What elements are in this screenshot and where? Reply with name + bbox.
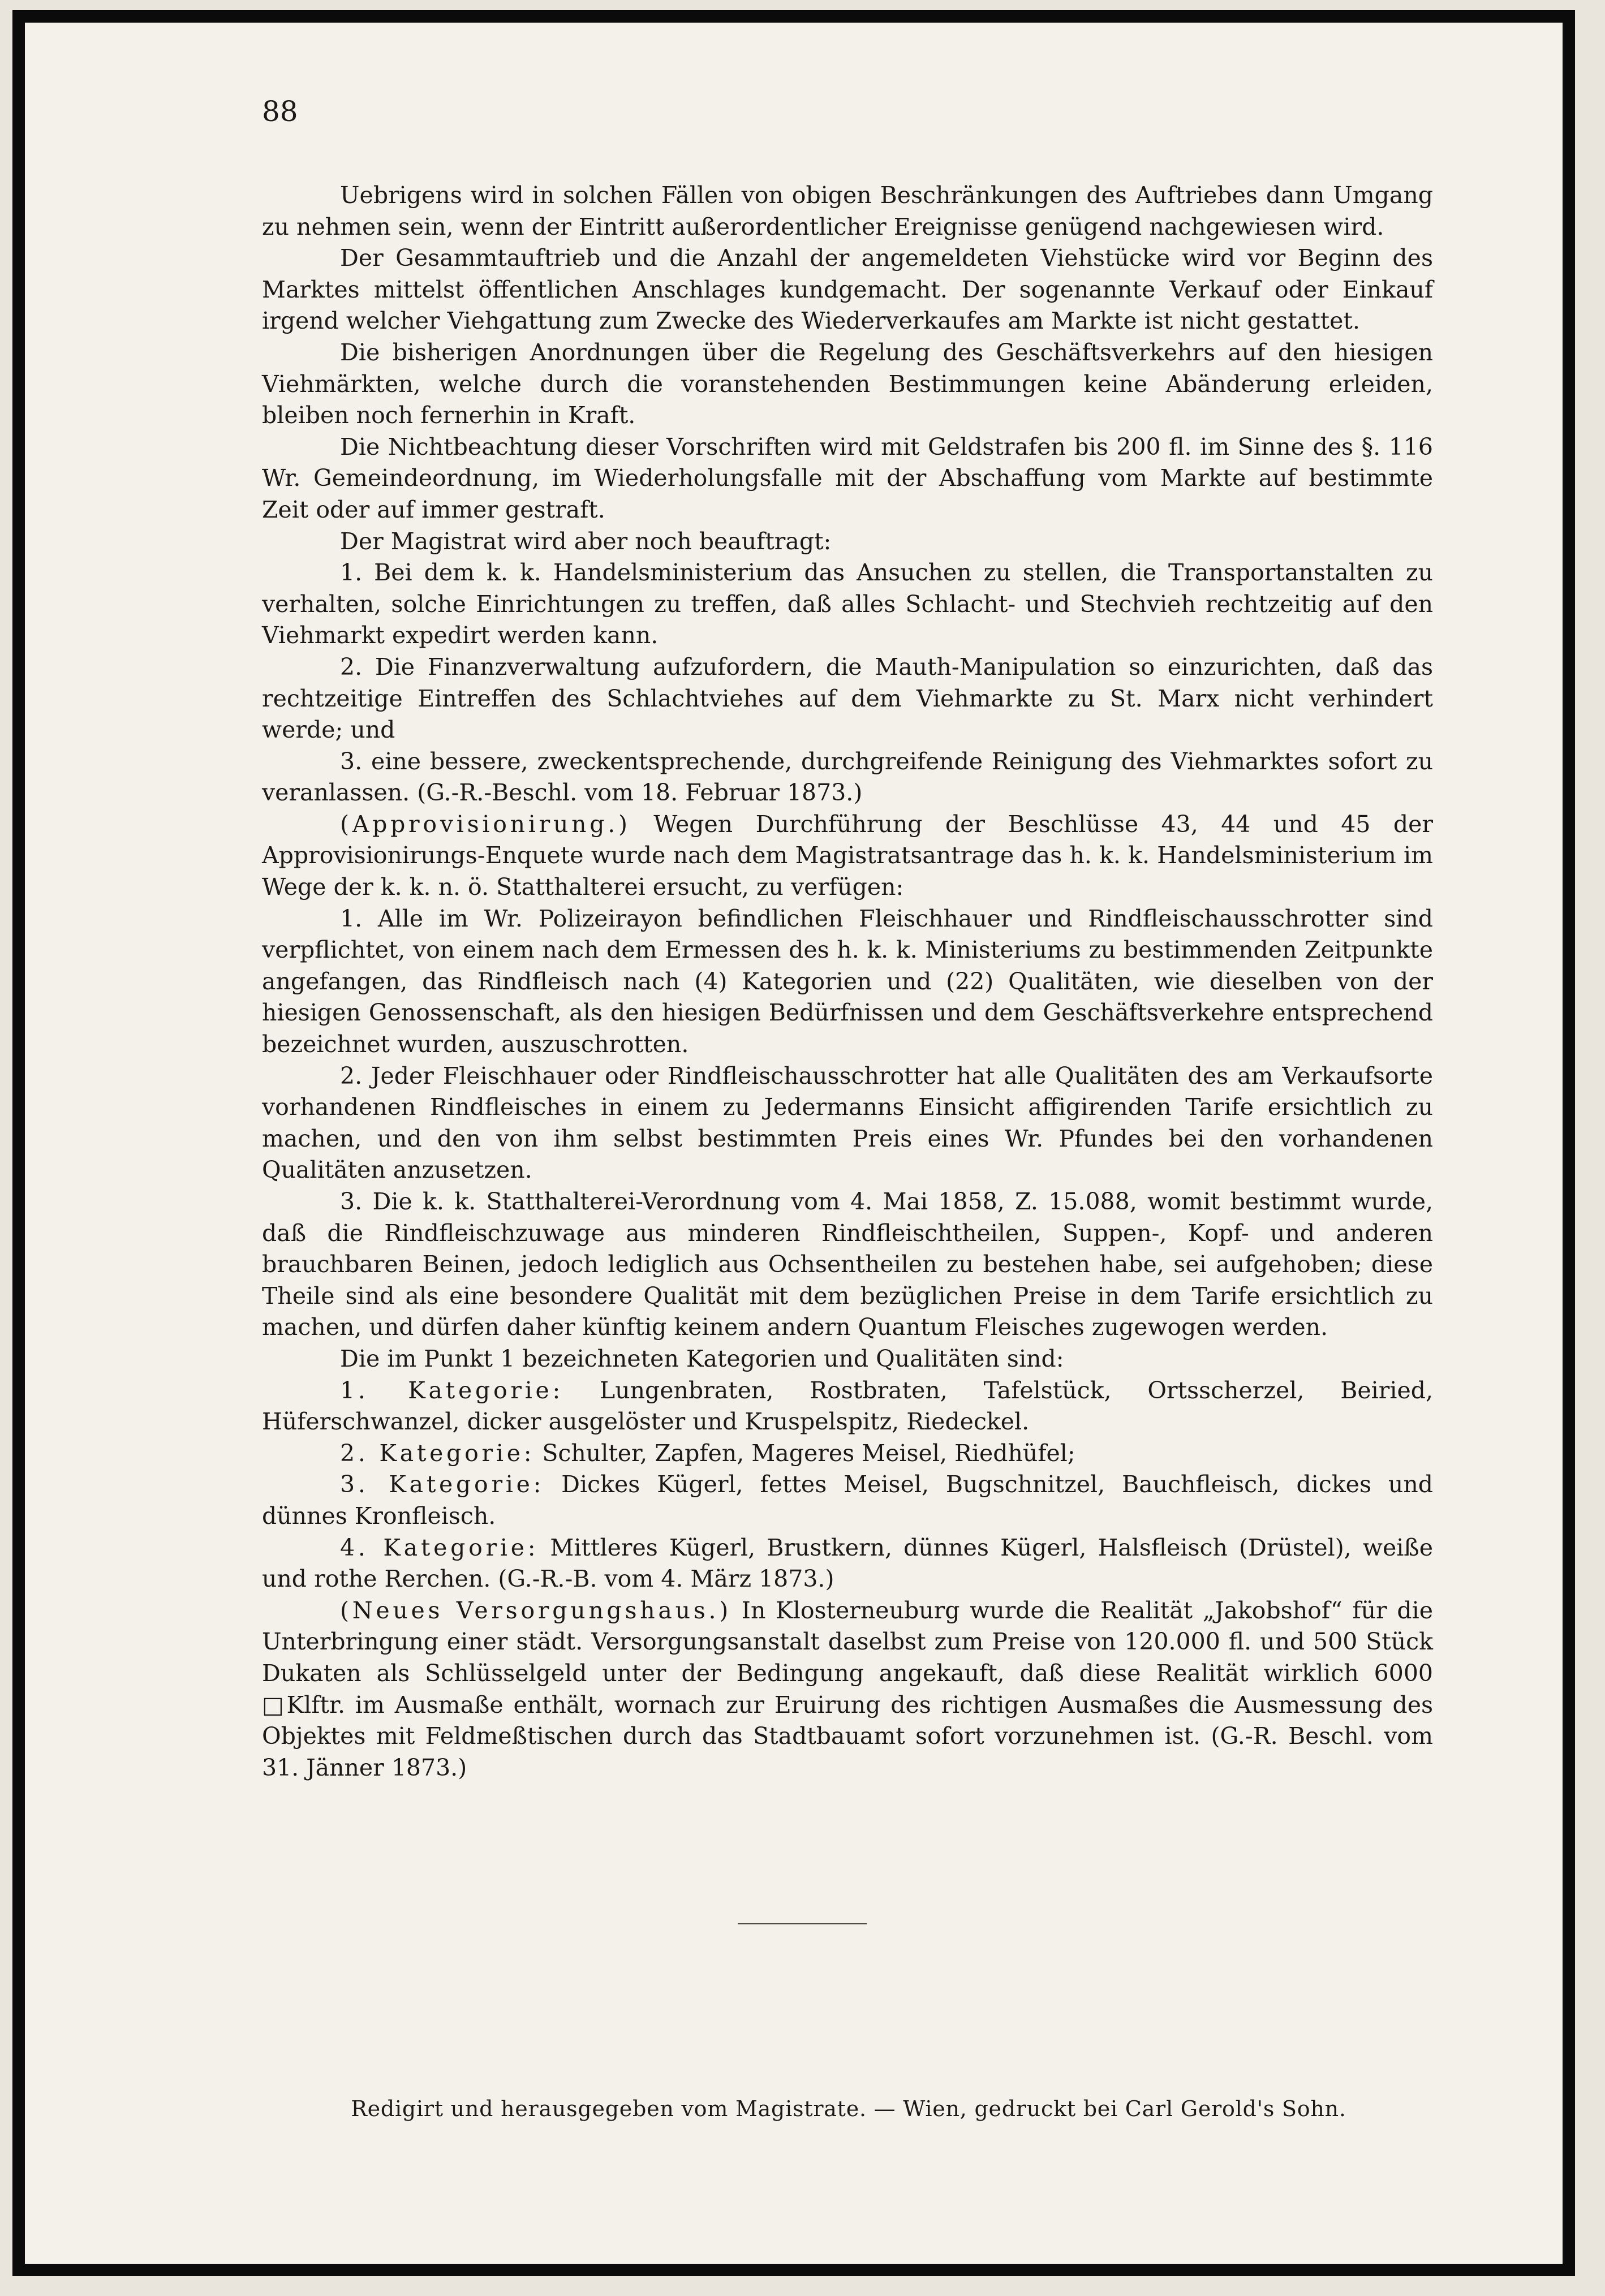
- paragraph-kategorie-2: [262, 1438, 1433, 1470]
- paragraph-kategorie-3: [262, 1469, 1433, 1532]
- paragraph-approvisionirung: [262, 809, 1433, 903]
- section-heading-approvisionirung: (Approvisionirung.): [340, 810, 631, 838]
- paragraph-approvisionirung-text: Wegen Durchführung der Beschlüsse 43, 44 und 45 der Approvisionirungs-Enquete wurde nach dem Magistratsantrage das h. k. k. Handelsministerium im Wege der k. k. n. ö. Statthalterei ersucht, zu verfügen:: [262, 810, 1433, 901]
- paragraph-magistrat-auftrag: Der Magistrat wird aber noch beauftragt:: [340, 527, 832, 555]
- paragraph-statthalterei: 3. Die k. k. Statthalterei-Verordnung vom 4. Mai 1858, Z. 15.088, womit bestimmt wurde, daß die Rindfleischzuwage aus minderen Rindfleischtheilen, Suppen-, Kopf- und anderen brauchbaren Beinen, jedoch lediglich aus Ochsentheilen zu bestehen habe, sei aufgehoben; diese Theile sind als eine besondere Qualität mit dem bezüglichen Preise in dem Tarife ersichtlich zu machen, und dürfen daher künftig keinem andern Quantum Fleisches zugewogen werden.: [262, 1188, 1433, 1341]
- body-text: [262, 180, 1433, 1784]
- paragraph-fleischhauer-pflicht: 1. Alle im Wr. Polizeirayon befindlichen Fleischhauer und Rindfleischausschrotter sind verpflichtet, von einem nach dem Ermessen des h. k. k. Ministeriums zu bestimmenden Zeitpunkte angefangen, das Rindfleisch nach (4) Kategorien und (22) Qualitäten, wie dieselben von der hiesigen Genossenschaft, als den hiesigen Bedürfnissen und dem Geschäftsverkehre entsprechend bezeichnet wurden, auszuschrotten.: [262, 904, 1433, 1058]
- section-heading-versorgungshaus: (Neues Versorgungshaus.): [340, 1596, 732, 1624]
- paragraph-tarif: 2. Jeder Fleischhauer oder Rindfleischausschrotter hat alle Qualitäten des am Verkaufsorte vorhandenen Rindfleisches in einem zu Jedermanns Einsicht affigirenden Tarife ersichtlich zu machen, und den von ihm selbst bestimmten Preis eines Wr. Pfundes bei den vorhandenen Qualitäten anzusetzen.: [262, 1062, 1433, 1184]
- paragraph-auftrieb-ausnahme: Uebrigens wird in solchen Fällen von obigen Beschränkungen des Auftriebes dann Umgang zu nehmen sein, wenn der Eintritt außerordentlicher Ereignisse genügend nachgewiesen wird.: [262, 182, 1433, 240]
- kategorie-1-text: Lungenbraten, Rostbraten, Tafelstück, Ortsscherzel, Beiried, Hüferschwanzel, dicker ausgelöster und Kruspelspitz, Riedeckel.: [262, 1376, 1433, 1436]
- paragraph-reinigung: 3. eine bessere, zweckentsprechende, durchgreifende Reinigung des Viehmarktes sofort zu veranlassen. (G.-R.-Beschl. vom 18. Februar 1873.): [262, 747, 1433, 807]
- kategorie-1-label: 1. Kategorie:: [340, 1376, 564, 1404]
- paragraph-handelsministerium: 1. Bei dem k. k. Handelsministerium das Ansuchen zu stellen, die Transportanstalten zu verhalten, solche Einrichtungen zu treffen, daß alles Schlacht- und Stechvieh rechtzeitig auf den Viehmarkt expedirt werden kann.: [262, 559, 1433, 649]
- paragraph-kategorie-4: [262, 1532, 1433, 1595]
- paragraph-gesammtauftrieb: Der Gesammtauftrieb und die Anzahl der angemeldeten Viehstücke wird vor Beginn des Marktes mittelst öffentlichen Anschlages kundgemacht. Der sogenannte Verkauf oder Einkauf irgend welcher Viehgattung zum Zwecke des Wiederverkaufes am Markte ist nicht gestattet.: [262, 244, 1433, 335]
- paragraph-kategorien-intro: Die im Punkt 1 bezeichneten Kategorien und Qualitäten sind:: [340, 1345, 1064, 1372]
- paragraph-versorgungshaus: [262, 1595, 1433, 1784]
- paragraph-bisherige-anordnungen: Die bisherigen Anordnungen über die Regelung des Geschäftsverkehrs auf den hiesigen Viehmärkten, welche durch die voranstehenden Bestimmungen keine Abänderung erleiden, bleiben noch fernerhin in Kraft.: [262, 338, 1433, 429]
- paragraph-kategorie-1: [262, 1375, 1433, 1438]
- page-number: 88: [262, 95, 298, 128]
- kategorie-4-label: 4. Kategorie:: [340, 1533, 539, 1561]
- kategorie-2-label: 2. Kategorie:: [340, 1439, 535, 1467]
- section-divider: [738, 1923, 867, 1924]
- kategorie-3-text: Dickes Kügerl, fettes Meisel, Bugschnitzel, Bauchfleisch, dickes und dünnes Kronfleisch.: [262, 1471, 1433, 1530]
- kategorie-3-label: 3. Kategorie:: [340, 1471, 545, 1498]
- paragraph-versorgungshaus-text: In Klosterneuburg wurde die Realität „Jakobshof“ für die Unterbringung einer städt. Versorgungsanstalt daselbst zum Preise von 120.000 fl. und 500 Stück Dukaten als Schlüsselgeld unter der Bedingung angekauft, daß diese Realität wirklich 6000 □Klftr. im Ausmaße enthält, wornach zur Eruirung des richtigen Ausmaßes die Ausmessung des Objektes mit Feldmeßtischen durch das Stadtbauamt sofort vorzunehmen ist. (G.-R. Beschl. vom 31. Jänner 1873.): [262, 1596, 1433, 1781]
- kategorie-4-text: Mittleres Kügerl, Brustkern, dünnes Kügerl, Halsfleisch (Drüstel), weiße und rothe Rerchen. (G.-R.-B. vom 4. März 1873.): [262, 1533, 1433, 1593]
- imprint-line: Redigirt und herausgegeben vom Magistrate. — Wien, gedruckt bei Carl Gerold's Sohn.: [351, 2096, 1346, 2121]
- paragraph-finanzverwaltung: 2. Die Finanzverwaltung aufzufordern, die Mauth-Manipulation so einzurichten, daß das rechtzeitige Eintreffen des Schlachtviehes auf dem Viehmarkte zu St. Marx nicht verhindert werde; und: [262, 653, 1433, 744]
- paragraph-geldstrafen: Die Nichtbeachtung dieser Vorschriften wird mit Geldstrafen bis 200 fl. im Sinne des §. 116 Wr. Gemeindeordnung, im Wiederholungsfalle mit der Abschaffung vom Markte auf bestimmte Zeit oder auf immer gestraft.: [262, 433, 1433, 523]
- kategorie-2-text: Schulter, Zapfen, Mageres Meisel, Riedhüfel;: [535, 1439, 1075, 1467]
